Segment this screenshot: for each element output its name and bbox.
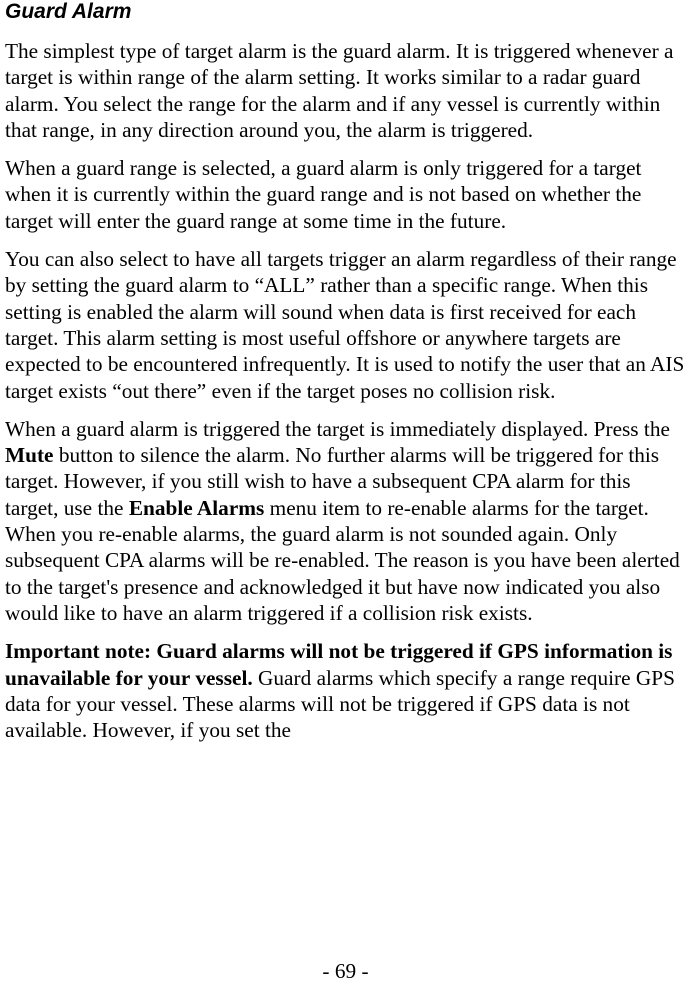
important-note: Important note: Guard alarms will not be triggered if GPS information is unavailable for your vessel. (5, 639, 673, 690)
paragraph-guard-alarm-intro: The simplest type of target alarm is the guard alarm. It is triggered whenever a target is within range of the alarm setting. It works similar to a radar guard alarm. You select the range for the alarm and if any vessel is currently within that range, in any direction around you, the alarm is triggered. (5, 39, 674, 142)
text-run: menu item to re-enable alarms for the target. When you re-enable alarms, the guard alarm is not sounded again. Only subsequent CPA alarms will be re-enabled. The reason is you have been alerted to the target's presence and acknowledged it but have now indicated you also would like to have an alarm triggered if a collision risk exists. (5, 495, 680, 625)
section-heading: Guard Alarm (5, 0, 132, 23)
paragraph-important-note (5, 638, 689, 743)
enable-alarms-menu-reference: Enable Alarms (128, 495, 265, 520)
text-run: button to silence the alarm. No further alarms will be triggered for this target. However, if you still wish to have a subsequent CPA alarm for this target, use the (5, 443, 660, 520)
page-number: - 69 - (322, 959, 369, 983)
paragraph-triggered-alarm (5, 416, 689, 626)
document-page (5, 0, 689, 743)
paragraph-all-targets: You can also select to have all targets trigger an alarm regardless of their range by setting the guard alarm to “ALL” rather than a specific range. When this setting is enabled the alarm will sound when data is first received for each target. This alarm setting is most useful offshore or anywhere targets are expected to be encountered infrequently. It is used to notify the user that an AIS target exists “out there” even if the target poses no collision risk. (5, 247, 685, 403)
text-run: When a guard alarm is triggered the target is immediately displayed. Press the (5, 416, 670, 441)
text-run: Guard alarms which specify a range require GPS data for your vessel. These alarms will not be triggered if GPS data is not available. However, if you set the (5, 665, 675, 743)
paragraph-guard-range: When a guard range is selected, a guard alarm is only triggered for a target when it is currently within the guard range and is not based on whether the target will enter the guard range at some time in the future. (5, 156, 642, 233)
mute-button-reference: Mute (5, 443, 54, 468)
